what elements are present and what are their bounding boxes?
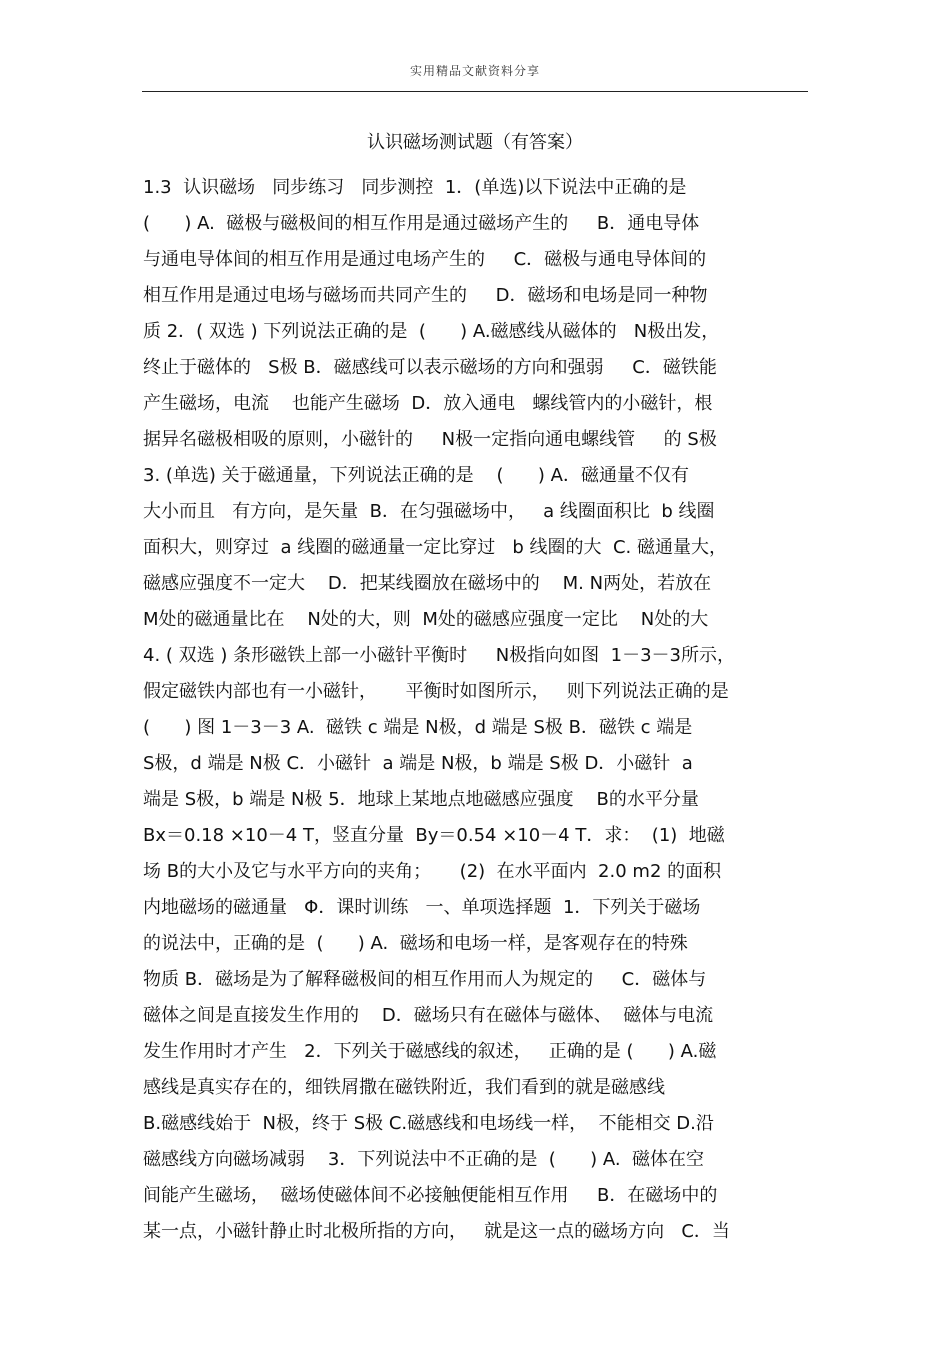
body-line: 1.3 认识磁场 同步练习 同步测控 1．(单选)以下说法中正确的是 [143,177,687,198]
document-title: 认识磁场测试题（有答案） [367,132,583,153]
body-line: 大小而且 有方向，是矢量 B．在匀强磁场中， a 线圈面积比 b 线圈 [143,501,715,522]
body-line: 端是 S极，b 端是 N极 5．地球上某地点地磁感应强度 B的水平分量 [143,789,699,810]
body-line: 磁感线方向磁场减弱 3．下列说法中不正确的是 ( ) A. 磁体在空 [143,1149,705,1170]
body-line: 假定磁铁内部也有一小磁针， 平衡时如图所示， 则下列说法正确的是 [143,681,729,702]
body-line: 质 2．( 双选 ) 下列说法正确的是 ( ) A.磁感线从磁体的 N极出发， [143,321,720,342]
body-line: B.磁感线始于 N极，终于 S极 C.磁感线和电场线一样， 不能相交 D.沿 [143,1113,714,1134]
body-line: 面积大，则穿过 a 线圈的磁通量一定比穿过 b 线圈的大 C. 磁通量大， [143,537,727,558]
body-line: 某一点，小磁针静止时北极所指的方向， 就是这一点的磁场方向 C．当 [143,1221,730,1242]
body-line: 4. ( 双选 ) 条形磁铁上部一小磁针平衡时 N极指向如图 1－3－3所示， [143,645,735,666]
body-line: 场 B的大小及它与水平方向的夹角； (2) 在水平面内 2.0 m2 的面积 [143,861,722,882]
body-line: 物质 B．磁场是为了解释磁极间的相互作用而人为规定的 C．磁体与 [143,969,707,990]
body-line: 相互作用是通过电场与磁场而共同产生的 D．磁场和电场是同一种物 [143,285,708,306]
header-divider [142,91,808,92]
body-line: 发生作用时才产生 2．下列关于磁感线的叙述， 正确的是 ( ) A.磁 [143,1041,717,1062]
body-line: 与通电导体间的相互作用是通过电场产生的 C．磁极与通电导体间的 [143,249,707,270]
body-line: 3. (单选) 关于磁通量，下列说法正确的是 ( ) A．磁通量不仅有 [143,465,689,486]
body-line: S极，d 端是 N极 C．小磁针 a 端是 N极，b 端是 S极 D．小磁针 a [143,753,693,774]
body-line: Bx＝0.18 ×10－4 T，竖直分量 By＝0.54 ×10－4 T．求： (1) 地磁 [143,825,725,846]
body-line: 磁感应强度不一定大 D．把某线圈放在磁场中的 M. N两处，若放在 [143,573,712,594]
body-line: 产生磁场，电流 也能产生磁场 D．放入通电 螺线管内的小磁针，根 [143,393,713,414]
body-line: 内地磁场的磁通量 Φ．课时训练 一、单项选择题 1．下列关于磁场 [143,897,701,918]
body-line: 感线是真实存在的，细铁屑撒在磁铁附近，我们看到的就是磁感线 [143,1077,665,1098]
body-line: 间能产生磁场， 磁场使磁体间不必接触便能相互作用 B．在磁场中的 [143,1185,718,1206]
page-header: 实用精品文献资料分享 [409,64,540,78]
document-body [143,173,808,1253]
body-line: M处的磁通量比在 N处的大，则 M处的磁感应强度一定比 N处的大 [143,609,709,630]
body-line: ( ) A. 磁极与磁极间的相互作用是通过磁场产生的 B．通电导体 [143,213,700,234]
body-line: 的说法中，正确的是 ( ) A. 磁场和电场一样，是客观存在的特殊 [143,933,688,954]
body-line: 磁体之间是直接发生作用的 D．磁场只有在磁体与磁体、 磁体与电流 [143,1005,714,1026]
body-line: 终止于磁体的 S极 B．磁感线可以表示磁场的方向和强弱 C．磁铁能 [143,357,717,378]
body-line: 据异名磁极相吸的原则，小磁针的 N极一定指向通电螺线管 的 S极 [143,429,717,450]
body-line: ( ) 图 1－3－3 A. 磁铁 c 端是 N极，d 端是 S极 B．磁铁 c 端是 [143,717,693,738]
